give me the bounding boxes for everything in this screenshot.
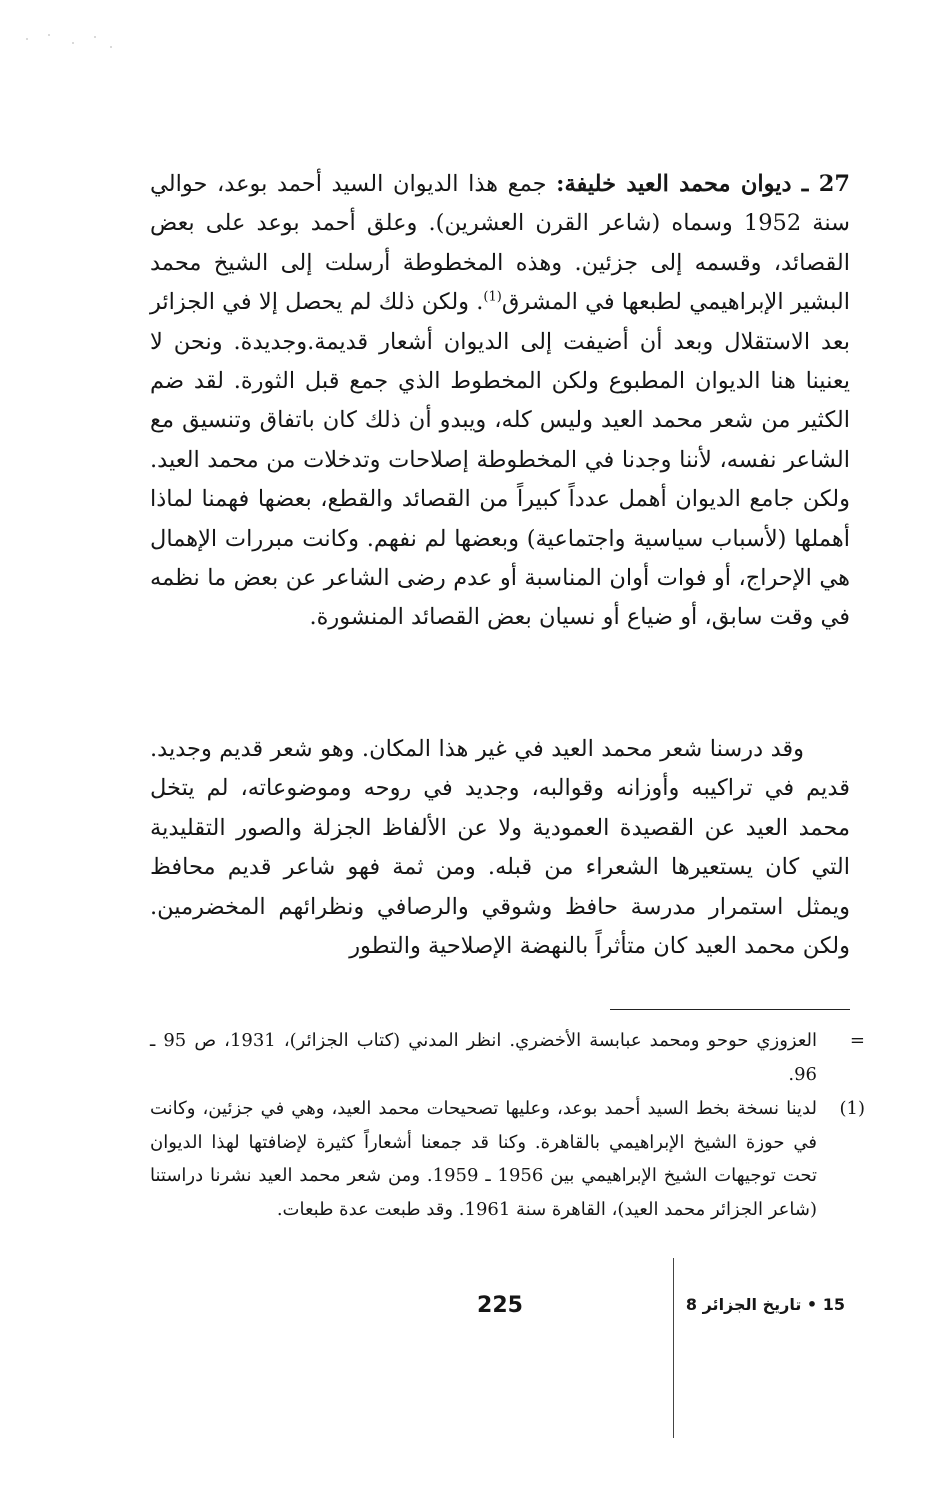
footnote-reference[interactable]: (1) — [483, 289, 502, 305]
footnote-separator — [610, 1009, 850, 1010]
footnote-1 — [150, 1092, 865, 1226]
paragraph-1-text-a: جمع هذا الديوان السيد أحمد بوعد، حوالي سنة 1952 وسماه (شاعر القرن العشرين). وعلق أحمد بوعد على بعض القصائد، وقسمه إلى جزئين. وهذه المخطوطة أرسلت إلى الشيخ محمد البشير الإبراهيمي لطبعها في المشرق — [150, 171, 850, 316]
paragraph-1-text-b: . ولكن ذلك لم يحصل إلا في الجزائر بعد الاستقلال وبعد أن أضيفت إلى الديوان أشعار قديمة.وجديدة. ونحن لا يعنينا هنا الديوان المطبوع ولكن المخطوط الذي جمع قبل الثورة. لقد ضم الكثير من شعر محمد العيد وليس كله، ويبدو أن ذلك كان باتفاق وتنسيق مع الشاعر نفسه، لأننا وجدنا في المخطوطة إصلاحات وتدخلات من محمد العيد. ولكن جامع الديوان أهمل عدداً كبيراً من القصائد والقطع، بعضها فهمنا لماذا أهملها (لأسباب سياسية واجتماعية) وبعضها لم نفهم. وكانت مبررات الإهمال هي الإحراج، أو فوات أوان المناسبة أو عدم رضى الشاعر عن بعض ما نظمه في وقت سابق، أو ضياع أو نسيان بعض القصائد المنشورة. — [150, 289, 850, 631]
footnote-mark: (1) — [839, 1098, 865, 1119]
footnote-mark: = — [849, 1030, 865, 1051]
paragraph-2: وقد درسنا شعر محمد العيد في غير هذا المكان. وهو شعر قديم وجديد. قديم في تراكيبه وأوزانه وقوالبه، وجديد في روحه وموضوعاته، لم يتخل محمد العيد عن القصيدة العمودية ولا عن الألفاظ الجزلة والصور التقليدية التي كان يستعيرها الشعراء من قبله. ومن ثمة فهو شاعر قديم محافظ ويمثل استمرار مدرسة حافظ وشوقي والرصافي ونظرائهم المخضرمين. ولكن محمد العيد كان متأثراً بالنهضة الإصلاحية والتطور — [150, 736, 850, 960]
footnote-text: العزوزي حوحو ومحمد عبابسة الأخضري. انظر المدني (كتاب الجزائر)، 1931، ص 95 ـ 96. — [150, 1030, 818, 1085]
entry-heading: 27 ـ ديوان محمد العيد خليفة: — [556, 171, 850, 197]
page-number: 225 — [477, 1293, 523, 1318]
running-footer: 15 • تاريخ الجزائر 8 — [685, 1295, 845, 1314]
paragraph-1 — [150, 165, 850, 638]
footnote-text: لدينا نسخة بخط السيد أحمد بوعد، وعليها تصحيحات محمد العيد، وهي في جزئين، وكانت في حوزة الشيخ الإبراهيمي بالقاهرة. وكنا قد جمعنا أشعاراً كثيرة لإضافتها لهذا الديوان تحت توجيهات الشيخ الإبراهيمي بين 1956 ـ 1959. ومن شعر محمد العيد نشرنا دراستنا (شاعر الجزائر محمد العيد)، القاهرة سنة 1961. وقد طبعت عدة طبعات. — [150, 1098, 818, 1220]
scan-specks — [20, 30, 120, 70]
scan-fold-line — [673, 1258, 674, 1438]
footnote-continued — [150, 1024, 865, 1091]
